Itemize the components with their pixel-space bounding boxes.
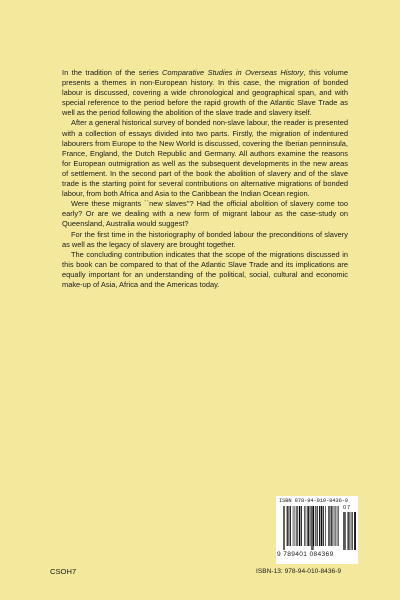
addon-barcode <box>343 512 356 550</box>
barcode-bar <box>288 506 289 546</box>
barcode-bar <box>309 506 310 546</box>
barcode-bar <box>317 506 318 546</box>
barcode-bar <box>329 506 330 546</box>
blurb-paragraph-3: Were these migrants ``new slaves''? Had the official abolition of slavery come too early? Or are we dealing with a new form of migrant labour as the case-study on Queensland, Australia would suggest? <box>62 199 348 229</box>
barcode-bar <box>307 506 308 546</box>
barcode-bar <box>328 506 329 546</box>
series-code: CSOH7 <box>50 567 77 576</box>
barcode-bar <box>284 506 285 550</box>
barcode-bar <box>312 506 313 550</box>
barcode-bar <box>334 506 335 546</box>
barcode-bar <box>297 506 298 546</box>
barcode-bar <box>319 506 320 546</box>
barcode-bar <box>335 506 336 546</box>
barcode-panel <box>276 496 358 564</box>
barcode-bar <box>293 506 294 546</box>
barcode-bar <box>321 506 322 546</box>
ean-barcode <box>283 506 341 550</box>
blurb-paragraph-4: For the first time in the historiography of bonded labour the preconditions of slavery as well as the legacy of slavery are brought together. <box>62 229 348 249</box>
addon-bar <box>344 512 345 550</box>
barcode-bar <box>331 506 332 546</box>
barcode-bar <box>311 506 312 550</box>
barcode-bar <box>290 506 291 546</box>
barcode-bar <box>338 506 339 546</box>
barcode-bar <box>313 506 314 550</box>
addon-bar <box>354 512 355 550</box>
barcode-isbn-label: ISBN 978-94-010-8436-9 <box>279 498 348 504</box>
barcode-bar <box>314 506 315 546</box>
barcode-bar <box>287 506 288 546</box>
barcode-bar <box>299 506 300 546</box>
isbn-13-label: ISBN-13: 978-94-010-8436-9 <box>256 568 342 575</box>
barcode-bar <box>331 506 332 546</box>
blurb-paragraph-1 <box>62 68 348 118</box>
barcode-bar <box>308 506 309 546</box>
barcode-bar <box>283 506 284 550</box>
barcode-bar <box>301 506 302 546</box>
barcode-bar <box>306 506 307 546</box>
barcode-bar <box>320 506 321 546</box>
barcode-bar <box>317 506 318 546</box>
barcode-bar <box>315 506 316 546</box>
barcode-digits: 9 789401 084369 <box>277 551 334 558</box>
barcode-bar <box>290 506 291 546</box>
blurb-paragraph-5: The concluding contribution indicates that the scope of the migrations discussed in this book can be compared to that of the Atlantic Slave Trade and its implications are equally important for an understanding of the political, social, cultural and economic make-up of Asia, Africa and the Americas today. <box>62 249 348 289</box>
barcode-bar <box>310 506 311 546</box>
back-cover-blurb <box>62 68 348 290</box>
addon-bar <box>348 512 349 550</box>
blurb-paragraph-1-end: , this volume presents a themes in non-European history. In this case, the migration of bonded labour is discussed, covering a wide chronological and geographical span, and with special reference to the period before the rapid growth of the Atlantic Slave Trade as well as the period following the abolition of the slave trade and slavery itself. <box>62 68 348 118</box>
addon-bar <box>343 512 344 550</box>
barcode-bar <box>323 506 324 546</box>
addon-bar <box>348 512 349 550</box>
barcode-bar <box>321 506 322 546</box>
addon-bar <box>355 512 356 550</box>
series-title: Comparative Studies in Overseas History <box>162 68 304 77</box>
barcode-bar <box>323 506 324 546</box>
addon-bar <box>352 512 353 550</box>
barcode-bar <box>296 506 297 546</box>
barcode-bar <box>325 506 326 546</box>
addon-bar <box>350 512 351 550</box>
addon-bar <box>351 512 352 550</box>
barcode-bar <box>304 506 305 546</box>
barcode-bar <box>295 506 296 546</box>
barcode-bar <box>287 506 288 546</box>
barcode-bar <box>301 506 302 546</box>
barcode-bar <box>337 506 338 546</box>
addon-bar <box>345 512 346 550</box>
addon-bar <box>355 512 356 550</box>
blurb-paragraph-2: After a general historical survey of bonded non-slave labour, the reader is presented with a collection of essays divided into two parts. Firstly, the migration of indentured labourers from Europe to the New World is discussed, covering the Iberian penninsula, France, England, the Dutch Republic and Germany. All authors examine the reasons for European outmigration as well as the subsequent developments in the new areas of settlement. In the second part of the book the abolition of slavery and of the slave trade is the starting point for several contributions on alternative migrations of bonded labour, from both Africa and Asia to the Caribbean the Indian Ocean region. <box>62 118 348 199</box>
blurb-paragraph-1-start: In the tradition of the series <box>62 68 163 77</box>
barcode-bar <box>299 506 300 546</box>
barcode-addon-digits: 07 <box>343 505 352 511</box>
barcode-bar <box>332 506 333 546</box>
